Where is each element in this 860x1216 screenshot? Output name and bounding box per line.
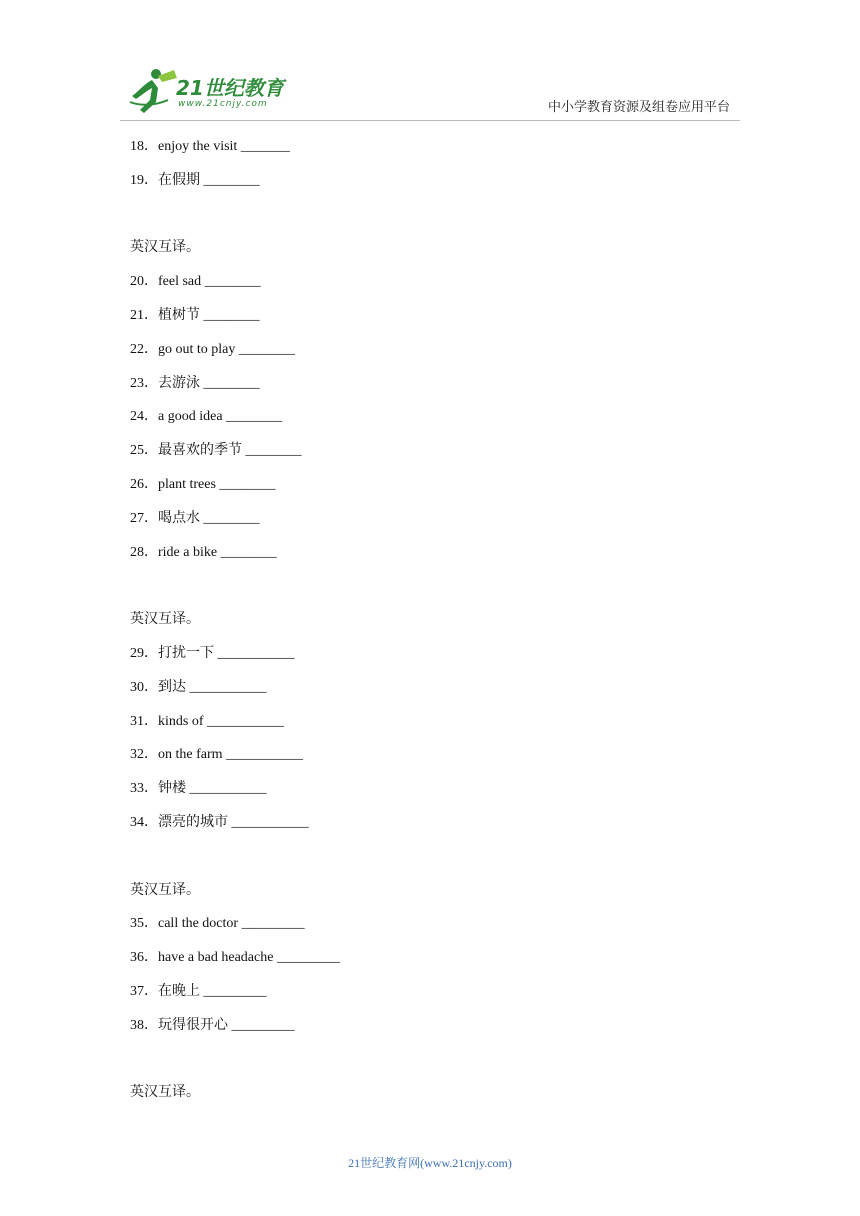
answer-blank: ________ bbox=[204, 274, 261, 290]
section-gap bbox=[130, 204, 750, 238]
question-item bbox=[130, 812, 750, 846]
question-text: 33．钟楼 bbox=[130, 781, 186, 797]
question-item bbox=[130, 981, 750, 1015]
answer-blank: ________ bbox=[226, 409, 283, 425]
answer-blank: ________ bbox=[238, 341, 295, 357]
section-gap bbox=[130, 846, 750, 880]
answer-blank: ________ bbox=[245, 443, 302, 459]
question-item bbox=[130, 778, 750, 812]
answer-blank: ________ bbox=[203, 307, 260, 323]
answer-blank: ___________ bbox=[207, 713, 284, 729]
question-item bbox=[130, 947, 750, 981]
question-text: 31．kinds of bbox=[130, 713, 204, 729]
question-text: 30．到达 bbox=[130, 679, 186, 695]
section-title: 英汉互译。 bbox=[130, 882, 200, 898]
answer-blank: ________ bbox=[203, 172, 260, 188]
answer-blank: ___________ bbox=[217, 645, 295, 661]
answer-blank: ________ bbox=[203, 510, 260, 526]
page-header bbox=[0, 0, 860, 130]
answer-blank: _________ bbox=[241, 916, 305, 932]
site-logo bbox=[122, 66, 292, 118]
header-divider bbox=[120, 120, 740, 121]
logo-title: 21世纪教育 bbox=[176, 76, 284, 100]
question-item bbox=[130, 542, 750, 576]
question-text: 18．enjoy the visit bbox=[130, 139, 238, 154]
question-item bbox=[130, 474, 750, 508]
question-text: 28．ride a bike bbox=[130, 544, 218, 560]
question-item bbox=[130, 913, 750, 947]
runner-logo-icon bbox=[122, 66, 182, 116]
section-title: 英汉互译。 bbox=[130, 240, 200, 256]
question-text: 22．go out to play bbox=[130, 341, 236, 357]
question-text: 23．去游泳 bbox=[130, 375, 200, 391]
answer-blank: _________ bbox=[203, 983, 267, 999]
question-text: 35．call the doctor bbox=[130, 916, 239, 932]
question-text: 29．打扰一下 bbox=[130, 645, 214, 661]
question-item bbox=[130, 744, 750, 778]
answer-blank: _______ bbox=[240, 139, 290, 154]
question-item bbox=[130, 305, 750, 339]
question-text: 21．植树节 bbox=[130, 307, 200, 323]
question-item bbox=[130, 373, 750, 407]
answer-blank: ___________ bbox=[231, 814, 309, 830]
question-item bbox=[130, 406, 750, 440]
question-item bbox=[130, 136, 750, 170]
question-text: 37．在晚上 bbox=[130, 983, 200, 999]
section-gap bbox=[130, 1049, 750, 1083]
page-footer: 21世纪教育网(www.21cnjy.com) bbox=[348, 1156, 512, 1170]
question-text: 25．最喜欢的季节 bbox=[130, 443, 242, 459]
question-item bbox=[130, 677, 750, 711]
question-text: 36．have a bad headache bbox=[130, 950, 274, 966]
question-text: 27．喝点水 bbox=[130, 510, 200, 526]
question-item bbox=[130, 440, 750, 474]
answer-blank: ___________ bbox=[226, 747, 304, 763]
section-title: 英汉互译。 bbox=[130, 1085, 200, 1101]
worksheet-content bbox=[130, 136, 750, 1116]
answer-blank: ___________ bbox=[189, 781, 267, 797]
answer-blank: ________ bbox=[220, 544, 277, 560]
question-text: 19．在假期 bbox=[130, 172, 200, 188]
question-item bbox=[130, 271, 750, 305]
answer-blank: _________ bbox=[231, 1017, 295, 1033]
question-text: 38．玩得很开心 bbox=[130, 1017, 228, 1033]
question-item bbox=[130, 1015, 750, 1049]
section-title: 英汉互译。 bbox=[130, 612, 200, 628]
question-text: 24．a good idea bbox=[130, 409, 223, 425]
question-item bbox=[130, 711, 750, 745]
answer-blank: _________ bbox=[276, 950, 340, 966]
question-item bbox=[130, 170, 750, 204]
section-gap bbox=[130, 575, 750, 609]
question-text: 32．on the farm bbox=[130, 747, 223, 763]
question-text: 26．plant trees bbox=[130, 476, 216, 492]
logo-url: www.21cnjy.com bbox=[178, 99, 268, 109]
header-tagline: 中小学教育资源及组卷应用平台 bbox=[547, 99, 730, 114]
answer-blank: ___________ bbox=[189, 679, 267, 695]
question-item bbox=[130, 508, 750, 542]
question-item bbox=[130, 339, 750, 373]
answer-blank: ________ bbox=[203, 375, 260, 391]
question-item bbox=[130, 643, 750, 677]
answer-blank: ________ bbox=[219, 476, 276, 492]
question-text: 20．feel sad bbox=[130, 274, 202, 290]
question-text: 34．漂亮的城市 bbox=[130, 814, 228, 830]
